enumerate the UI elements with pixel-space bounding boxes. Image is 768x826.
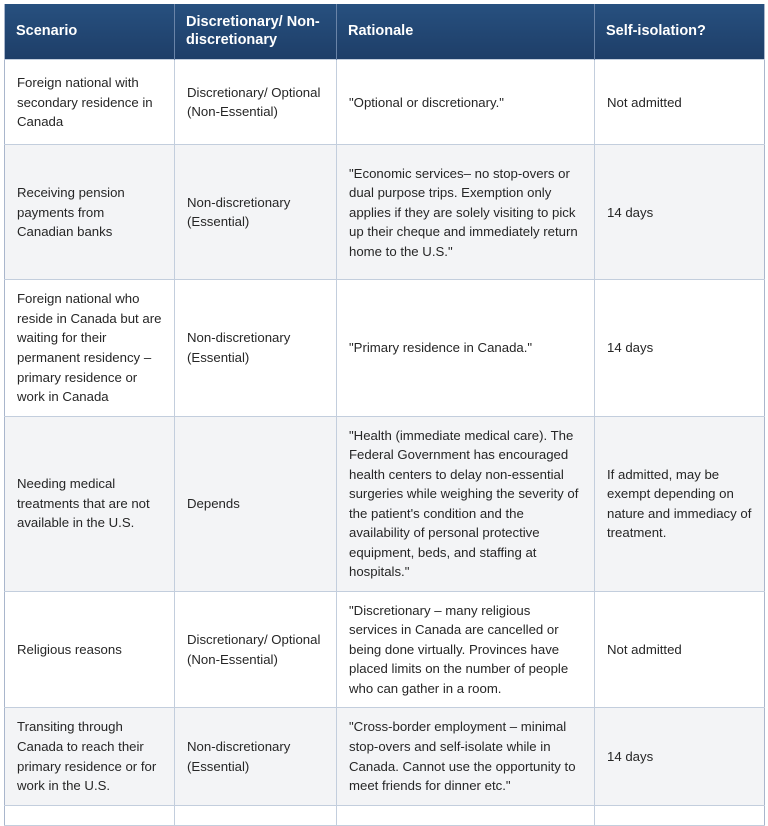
cell-self-isolation: 14 days bbox=[595, 145, 765, 280]
cell-scenario: Foreign national with secondary residence in Canada bbox=[5, 60, 175, 145]
table-body bbox=[5, 60, 765, 825]
cell-self-isolation: Not admitted bbox=[595, 60, 765, 145]
cell-rationale: "Cross-border employment – minimal stop-overs and self-isolate while in Canada. Cannot use the opportunity to meet friends for dinner etc." bbox=[337, 708, 595, 805]
cell-self-isolation: If admitted, may be exempt depending on nature and immediacy of treatment. bbox=[595, 416, 765, 591]
cell-scenario: Transiting through Canada to reach their primary residence or for work in the U.S. bbox=[5, 708, 175, 805]
cell-discretionary: Discretionary/ Optional (Non-Essential) bbox=[175, 60, 337, 145]
cell-discretionary: Depends bbox=[175, 416, 337, 591]
table-row-partial bbox=[5, 805, 765, 825]
table-row bbox=[5, 60, 765, 145]
column-header-rationale: Rationale bbox=[337, 4, 595, 60]
table-row bbox=[5, 145, 765, 280]
cell-rationale bbox=[337, 805, 595, 825]
cell-discretionary bbox=[175, 805, 337, 825]
cell-rationale: "Primary residence in Canada." bbox=[337, 280, 595, 416]
cell-self-isolation: Not admitted bbox=[595, 591, 765, 708]
cell-rationale: "Economic services– no stop-overs or dual purpose trips. Exemption only applies if they are solely visiting to pick up their cheque and immediately return home to the U.S." bbox=[337, 145, 595, 280]
table-header-row bbox=[5, 4, 765, 60]
cell-rationale: "Discretionary – many religious services in Canada are cancelled or being done virtually. Provinces have placed limits on the number of people who can gather in a room. bbox=[337, 591, 595, 708]
cell-scenario: Religious reasons bbox=[5, 591, 175, 708]
cell-rationale: "Optional or discretionary." bbox=[337, 60, 595, 145]
column-header-self-isolation: Self-isolation? bbox=[595, 4, 765, 60]
cell-scenario bbox=[5, 805, 175, 825]
cell-self-isolation: 14 days bbox=[595, 280, 765, 416]
cell-discretionary: Non-discretionary (Essential) bbox=[175, 708, 337, 805]
table-row bbox=[5, 591, 765, 708]
table-row bbox=[5, 280, 765, 416]
cell-discretionary: Non-discretionary (Essential) bbox=[175, 145, 337, 280]
cell-self-isolation bbox=[595, 805, 765, 825]
cell-self-isolation: 14 days bbox=[595, 708, 765, 805]
column-header-scenario: Scenario bbox=[5, 4, 175, 60]
cell-scenario: Receiving pension payments from Canadian banks bbox=[5, 145, 175, 280]
scenario-table bbox=[4, 4, 765, 826]
cell-discretionary: Non-discretionary (Essential) bbox=[175, 280, 337, 416]
cell-scenario: Needing medical treatments that are not available in the U.S. bbox=[5, 416, 175, 591]
cell-discretionary: Discretionary/ Optional (Non-Essential) bbox=[175, 591, 337, 708]
cell-rationale: "Health (immediate medical care). The Federal Government has encouraged health centers to delay non-essential surgeries while weighing the severity of the patient's condition and the availability of personal protective equipment, beds, and staffing at hospitals." bbox=[337, 416, 595, 591]
table-row bbox=[5, 416, 765, 591]
cell-scenario: Foreign national who reside in Canada but are waiting for their permanent residency – primary residence or work in Canada bbox=[5, 280, 175, 416]
table-row bbox=[5, 708, 765, 805]
column-header-discretionary: Discretionary/ Non-discretionary bbox=[175, 4, 337, 60]
table-header bbox=[5, 4, 765, 60]
